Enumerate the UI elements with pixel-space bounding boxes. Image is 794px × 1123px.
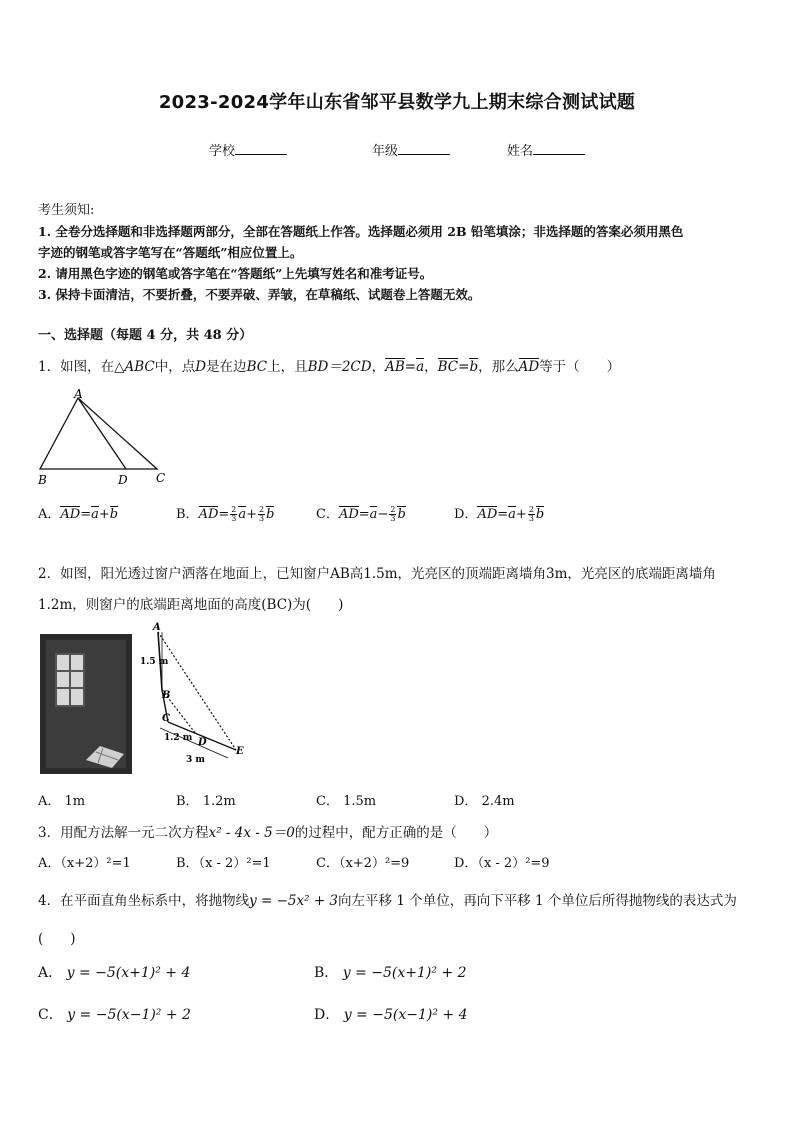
q2-option-d[interactable]: D． 2.4m: [454, 794, 515, 809]
q3-option-d[interactable]: D．（x - 2）²=9: [454, 856, 550, 871]
sunlight-diagram: [136, 618, 254, 780]
q2-option-a[interactable]: A． 1m: [38, 794, 86, 809]
question-4-stem: 4．在平面直角坐标系中，将抛物线y = −5x² + 3向左平移 1 个单位，再向下平移 1 个单位后所得抛物线的表达式为: [38, 893, 737, 909]
q4-option-d[interactable]: D． y = −5(x−1)² + 4: [314, 1007, 468, 1023]
segment-ad: [78, 398, 126, 469]
question-1-stem: 1．如图，在△ABC中，点D是在边BC上，且BD＝2CD，AB=a，BC=b，那么AD等于（ ）: [38, 359, 621, 375]
label-e2: E: [236, 746, 244, 757]
name-blank: [533, 142, 585, 155]
notice-item-1: 1. 全卷分选择题和非选择题两部分，全部在答题纸上作答。选择题必须用 2B 铅笔填涂；非选择题的答案必须用黑色: [38, 224, 684, 239]
q3-option-b[interactable]: B．（x - 2）²=1: [176, 856, 271, 871]
q1-option-c[interactable]: C．AD=a− $\frac{2}{3}$ b: [316, 505, 406, 523]
label-a2: A: [153, 622, 161, 633]
school-blank: [235, 142, 287, 155]
notice-item-3: 3. 保持卡面清洁，不要折叠，不要弄破、弄皱，在草稿纸、试题卷上答题无效。: [38, 287, 481, 302]
grade-field[interactable]: 年级: [372, 140, 450, 159]
notice-heading: 考生须知:: [38, 203, 95, 218]
label-c2: C: [162, 713, 170, 724]
page-title: 2023-2024学年山东省邹平县数学九上期末综合测试试题: [158, 92, 636, 113]
label-ab-length: 1.5 m: [140, 657, 169, 667]
label-d: D: [118, 473, 128, 487]
q1-option-d[interactable]: D．AD=a+ $\frac{2}{3}$ b: [454, 505, 545, 523]
notice-item-2: 2. 请用黑色字迹的钢笔或答字笔在“答题纸”上先填写姓名和准考证号。: [38, 266, 433, 281]
question-3-stem: 3．用配方法解一元二次方程x² - 4x - 5＝0的过程中，配方正确的是（ ）: [38, 825, 498, 841]
name-field[interactable]: 姓名: [507, 140, 585, 159]
grade-blank: [398, 142, 450, 155]
triangle-abc: [40, 398, 157, 469]
q1-option-a[interactable]: A．AD=a+b: [38, 507, 119, 522]
q1-option-b[interactable]: B．AD= $\frac{2}{3}$ a+ $\frac{2}{3}$ b: [176, 505, 275, 523]
q3-option-c[interactable]: C．（x+2）²=9: [316, 856, 410, 871]
question-2-line-2: 1.2m，则窗户的底端距离地面的高度(BC)为( ): [38, 597, 344, 613]
school-field[interactable]: 学校: [209, 140, 287, 159]
label-b2: B: [162, 690, 171, 701]
section-heading: 一、选择题（每题 4 分，共 48 分）: [38, 328, 253, 343]
label-cd-length: 1.2 m: [164, 733, 193, 743]
label-c: C: [156, 471, 166, 485]
q2-option-c[interactable]: C． 1.5m: [316, 794, 377, 809]
triangle-figure: [34, 386, 174, 490]
q4-option-b[interactable]: B． y = −5(x+1)² + 2: [314, 965, 467, 981]
notice-item-1b: 字迹的钢笔或答字笔写在“答题纸”相应位置上。: [38, 245, 303, 260]
label-d2: D: [198, 737, 207, 748]
question-4-paren: ( ): [38, 931, 76, 947]
window-photo: [40, 634, 132, 774]
question-2-line-1: 2．如图，阳光透过窗户洒落在地面上，已知窗户AB高1.5m，光亮区的顶端距离墙角3m，光亮区的底端距离墙角: [38, 566, 716, 582]
q4-option-a[interactable]: A． y = −5(x+1)² + 4: [38, 965, 191, 981]
q2-option-b[interactable]: B． 1.2m: [176, 794, 236, 809]
label-b: B: [38, 473, 47, 487]
q3-option-a[interactable]: A．（x+2）²=1: [38, 856, 131, 871]
label-a: A: [74, 387, 83, 401]
label-ce-length: 3 m: [186, 755, 205, 765]
q4-option-c[interactable]: C． y = −5(x−1)² + 2: [38, 1007, 191, 1023]
